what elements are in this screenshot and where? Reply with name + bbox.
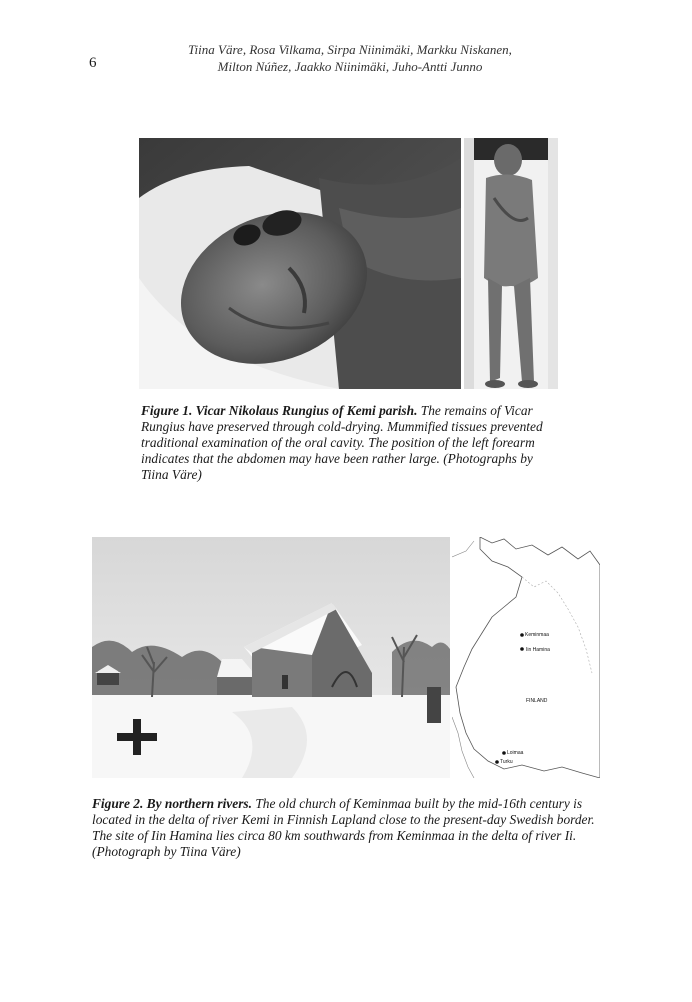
figure2-caption-title: Figure 2. By northern rivers. xyxy=(92,796,252,811)
map-label-loimaa: Loimaa xyxy=(507,750,524,756)
figure2-map xyxy=(452,537,600,778)
map-label-finland: FINLAND xyxy=(526,698,548,704)
figure2-caption-text: The old church of Keminmaa built by the mid-16th century is located in the delta of river Kemi in Finnish Lapland close to the present-day Swedish border. The site of Iin Hamina lies circa 80 km southwards from Keminmaa in the delta of river Ii. (Photograph by Tiina Väre) xyxy=(92,796,595,859)
page-number: 6 xyxy=(89,55,97,71)
figure1-caption-text: The remains of Vicar Rungius have preserved through cold-drying. Mummified tissues prevented traditional examination of the oral cavity. The position of the left forearm indicates that the abdomen may have been rather large. (Photographs by Tiina Väre) xyxy=(141,403,543,482)
figure2-caption xyxy=(92,796,602,860)
running-head xyxy=(150,41,550,75)
figure1-caption xyxy=(141,403,559,483)
figure1-face-photo xyxy=(139,138,461,389)
running-head-line1: Tiina Väre, Rosa Vilkama, Sirpa Niinimäki, Markku Niskanen, xyxy=(188,42,512,57)
figure2-church-photo xyxy=(92,537,450,778)
turku-marker xyxy=(495,760,499,764)
map-label-iin-hamina: Iin Hamina xyxy=(526,647,550,653)
map-label-keminmaa: Keminmaa xyxy=(525,632,549,638)
figure1-body-photo xyxy=(464,138,558,389)
figure1-caption-title: Figure 1. Vicar Nikolaus Rungius of Kemi parish. xyxy=(141,403,418,418)
keminmaa-marker xyxy=(520,633,524,637)
running-head-line2: Milton Núñez, Jaakko Niinimäki, Juho-Antti Junno xyxy=(217,59,483,74)
iin-hamina-marker xyxy=(520,647,524,651)
map-label-turku: Turku xyxy=(500,759,513,765)
loimaa-marker xyxy=(502,751,506,755)
